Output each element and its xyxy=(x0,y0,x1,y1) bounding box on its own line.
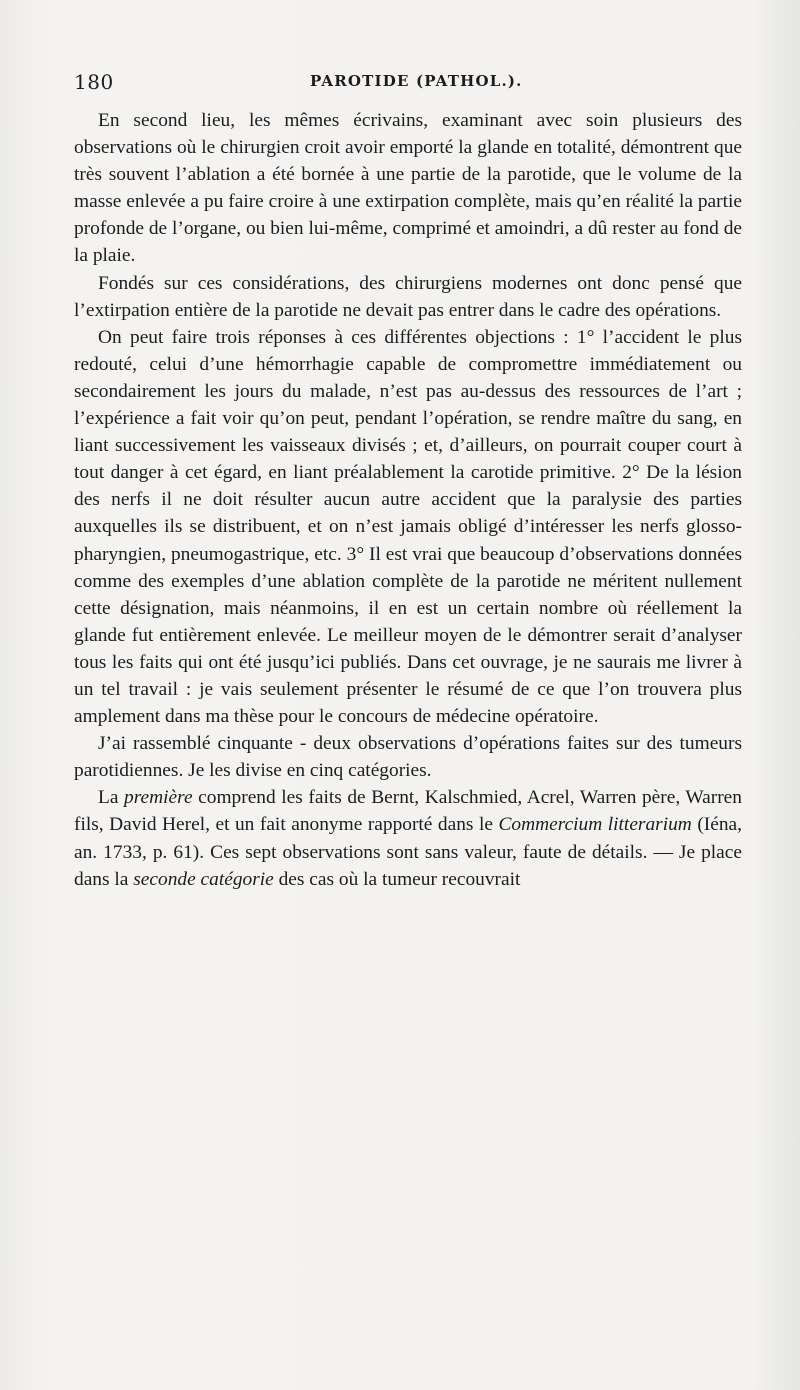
text-segment: Fondés sur ces considérations, des chirurgiens modernes ont donc pensé que l’extirpation entière de la parotide ne devait pas entrer dans le cadre des opérations. xyxy=(74,272,742,321)
page-header xyxy=(74,70,742,100)
paragraph xyxy=(74,730,742,784)
paragraph xyxy=(74,784,742,892)
paragraph xyxy=(74,324,742,730)
text-segment: On peut faire trois réponses à ces différentes objections : 1° l’accident le plus redouté, celui d’une hémorrhagie capable de compromettre immédiatement ou secondairement les jours du malade, n’est pas au-dessus des ressources de l’art ; l’expérience a fait voir qu’on peut, pendant l’opération, se rendre maître du sang, en liant successivement les vaisseaux divisés ; et, d’ailleurs, on pourrait couper court à tout danger à cet égard, en liant préalablement la carotide primitive. 2° De la lésion des nerfs il ne doit résulter aucun autre accident que la paralysie des parties auxquelles ils se distribuent, et on n’est jamais obligé d’intéresser les nerfs glosso-pharyngien, pneumogastrique, etc. 3° Il est vrai que beaucoup d’observations données comme des exemples d’une ablation complète de la parotide ne méritent nullement cette désignation, mais néanmoins, il en est un certain nombre où réellement la glande fut entièrement enlevée. Le meilleur moyen de le démontrer serait d’analyser tous les faits qui ont été jusqu’ici publiés. Dans cet ouvrage, je ne saurais me livrer à un tel travail : je vais seulement présenter le résumé de ce que l’on trouvera plus amplement dans ma thèse pour le concours de médecine opératoire. xyxy=(74,326,742,728)
page-number: 180 xyxy=(74,70,114,94)
italic-text: seconde catégorie xyxy=(133,868,274,890)
text-segment: La xyxy=(98,787,125,809)
text-segment: comprend les faits de Bernt, Kalschmied, Acrel, Warren père, Warren fils, David Herel, et un fait anonyme rapporté dans le xyxy=(74,787,742,836)
paragraph xyxy=(74,270,742,324)
text-segment: (Iéna, an. 1733, p. 61). Ces sept observations sont sans valeur, faute de détails. — Je place dans la xyxy=(74,814,742,890)
body-text xyxy=(74,107,742,893)
text-segment: J’ai rassemblé cinquante - deux observations d’opérations faites sur des tumeurs parotidiennes. Je les divise en cinq catégories. xyxy=(74,733,742,782)
paragraph xyxy=(74,107,742,270)
running-head: PAROTIDE (PATHOL.). xyxy=(310,72,523,90)
text-segment: En second lieu, les mêmes écrivains, examinant avec soin plusieurs des observations où le chirurgien croit avoir emporté la glande en totalité, démontrent que très souvent l’ablation a été bornée à une partie de la parotide, que le volume de la masse enlevée a pu faire croire à une extirpation complète, mais qu’en réalité la partie profonde de l’organe, ou bien lui-même, comprimé et amoindri, a dû rester au fond de la plaie. xyxy=(74,110,742,267)
italic-text: Commercium litterarium xyxy=(498,814,692,836)
text-segment: des cas où la tumeur recouvrait xyxy=(273,868,521,890)
italic-text: première xyxy=(124,787,193,809)
